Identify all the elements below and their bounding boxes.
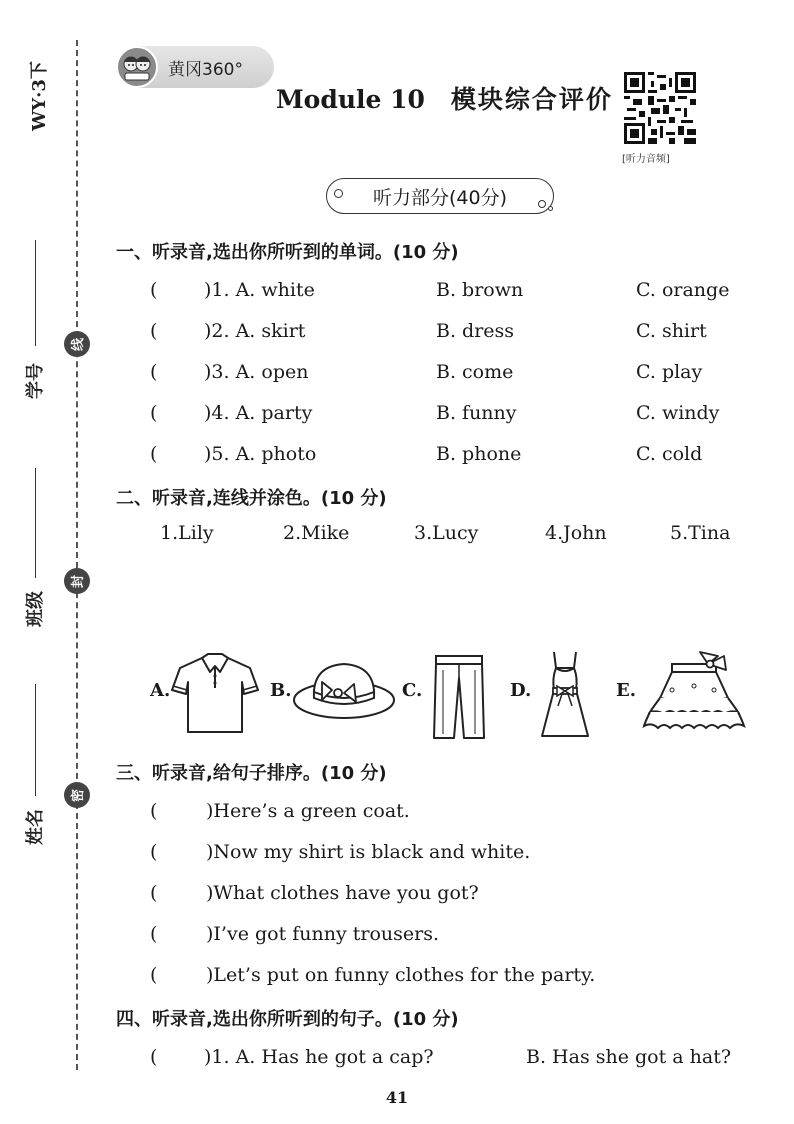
part1-heading: 一、听录音,选出你所听到的单词。(10 分) xyxy=(116,242,459,263)
match-name[interactable]: 5.Tina xyxy=(670,522,731,544)
binding-dashed-line xyxy=(76,40,78,1070)
option-a: )1. A. Has he got a cap? xyxy=(204,1046,434,1068)
answer-blank[interactable]: ( xyxy=(150,841,158,863)
field-class-line[interactable] xyxy=(35,468,36,578)
dress-icon[interactable] xyxy=(540,650,590,740)
option-a: )3. A. open xyxy=(204,361,309,383)
picture-letter: C. xyxy=(402,680,423,701)
sentence-item: )Here’s a green coat. xyxy=(206,800,410,822)
answer-blank[interactable]: ( xyxy=(150,279,158,301)
banner-dot-icon xyxy=(548,206,553,211)
answer-blank[interactable]: ( xyxy=(150,964,158,986)
answer-blank[interactable]: ( xyxy=(150,402,158,424)
banner-dot-icon xyxy=(334,189,343,198)
field-student-id-line[interactable] xyxy=(35,240,36,346)
match-name[interactable]: 3.Lucy xyxy=(414,522,479,544)
option-a: )4. A. party xyxy=(204,402,313,424)
option-b: B. Has she got a hat? xyxy=(526,1046,732,1068)
qr-caption: [听力音频] xyxy=(622,154,670,165)
brand-badge xyxy=(116,46,274,88)
option-b: B. funny xyxy=(436,402,517,424)
hat-icon[interactable] xyxy=(292,660,396,722)
field-name-label: 姓名 xyxy=(25,809,46,845)
field-class-label: 班级 xyxy=(25,591,46,627)
option-c: C. cold xyxy=(636,443,703,465)
picture-letter: E. xyxy=(616,680,636,701)
trousers-icon[interactable] xyxy=(432,654,486,740)
seal-line-icon: 线 xyxy=(64,331,90,357)
option-b: B. dress xyxy=(436,320,515,342)
field-student-id-label: 学号 xyxy=(25,363,46,399)
banner-dot-icon xyxy=(538,200,546,208)
field-name-line[interactable] xyxy=(35,684,36,796)
picture-letter: D. xyxy=(510,680,532,701)
module-title-cn: 模块综合评价 xyxy=(450,85,613,114)
part2-heading: 二、听录音,连线并涂色。(10 分) xyxy=(116,488,387,509)
seal-seal-icon: 封 xyxy=(64,568,90,594)
sentence-item: )I’ve got funny trousers. xyxy=(206,923,440,945)
option-b: B. brown xyxy=(436,279,524,301)
sentence-item: )Let’s put on funny clothes for the party. xyxy=(206,964,596,986)
listening-section-banner: 听力部分(40分) xyxy=(326,178,554,214)
brand-name: 黄冈360° xyxy=(168,59,243,80)
picture-letter: A. xyxy=(150,680,171,701)
answer-blank[interactable]: ( xyxy=(150,882,158,904)
answer-blank[interactable]: ( xyxy=(150,361,158,383)
option-c: C. play xyxy=(636,361,703,383)
answer-blank[interactable]: ( xyxy=(150,1046,158,1068)
option-c: C. windy xyxy=(636,402,720,424)
grade-code: WY·3下 xyxy=(29,61,50,131)
skirt-icon[interactable] xyxy=(642,650,746,730)
option-c: C. shirt xyxy=(636,320,707,342)
answer-blank[interactable]: ( xyxy=(150,443,158,465)
polo-shirt-icon[interactable] xyxy=(170,652,260,736)
option-b: B. come xyxy=(436,361,514,383)
picture-letter: B. xyxy=(270,680,292,701)
qr-code-icon[interactable] xyxy=(624,72,696,144)
part4-heading: 四、听录音,选出你所听到的句子。(10 分) xyxy=(116,1009,459,1030)
answer-blank[interactable]: ( xyxy=(150,923,158,945)
page-title xyxy=(276,80,613,116)
match-name[interactable]: 4.John xyxy=(545,522,607,544)
sentence-item: )What clothes have you got? xyxy=(206,882,479,904)
answer-blank[interactable]: ( xyxy=(150,800,158,822)
option-b: B. phone xyxy=(436,443,522,465)
match-name[interactable]: 2.Mike xyxy=(283,522,350,544)
option-a: )5. A. photo xyxy=(204,443,317,465)
part3-heading: 三、听录音,给句子排序。(10 分) xyxy=(116,763,387,784)
sentence-item: )Now my shirt is black and white. xyxy=(206,841,531,863)
answer-blank[interactable]: ( xyxy=(150,320,158,342)
option-a: )1. A. white xyxy=(204,279,315,301)
brand-logo-icon xyxy=(116,46,158,88)
seal-secret-icon: 密 xyxy=(64,782,90,808)
page-number: 41 xyxy=(385,1088,409,1107)
module-number: Module 10 xyxy=(276,85,425,114)
option-c: C. orange xyxy=(636,279,730,301)
match-name[interactable]: 1.Lily xyxy=(160,522,214,544)
option-a: )2. A. skirt xyxy=(204,320,306,342)
